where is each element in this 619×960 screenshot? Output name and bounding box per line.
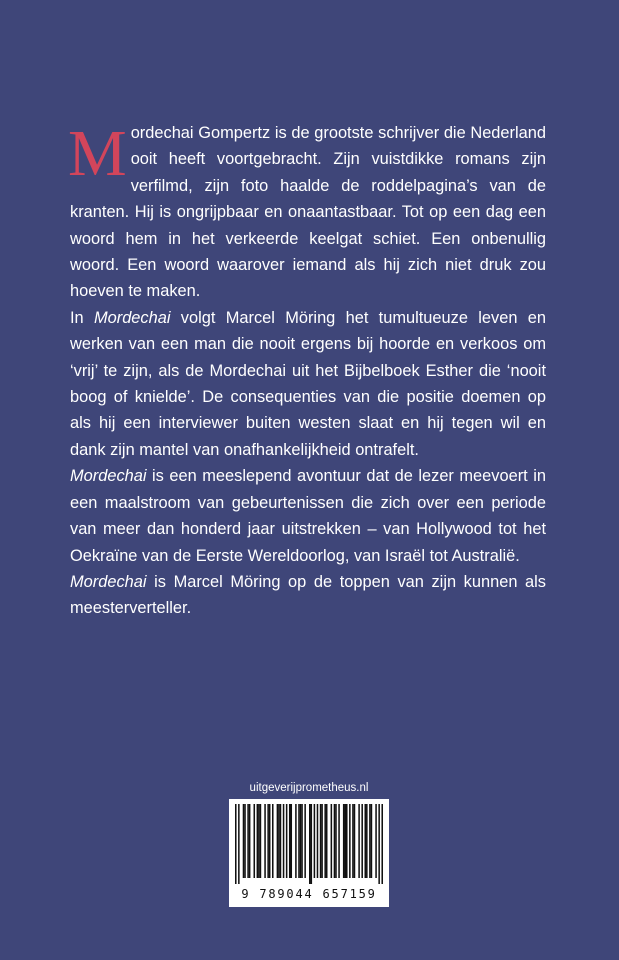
barcode-bar (375, 804, 377, 878)
barcode-bar (289, 804, 291, 878)
barcode-bar (343, 804, 345, 878)
barcode-bar (278, 804, 280, 878)
barcode-bar (321, 804, 323, 878)
barcode-bar (326, 804, 328, 878)
blurb-paragraph-1 (68, 117, 546, 305)
barcode-bar (247, 804, 249, 878)
barcode-bar (361, 804, 363, 878)
barcode-bar (257, 804, 259, 878)
barcode-bar (366, 804, 368, 878)
blurb-paragraph-2-text: volgt Marcel Möring het tumultueuze leven en werken van een man die nooit ergens bij hoorde en verkoos om ‘vrij’ te zijn, als de Mordechai uit het Bijbelboek Esther die ‘nooit boog of knielde’. De consequenties van die positie doemen op als hij een interviewer buiten westen slaat en hij tegen wil en dank zijn mantel van onafhankelijkheid ontrafelt. (70, 308, 546, 459)
barcode-bar (291, 804, 293, 878)
barcode-bar (354, 804, 356, 878)
barcode-bar (358, 804, 360, 878)
barcode-bar (335, 804, 337, 878)
barcode-bar (258, 804, 260, 878)
barcode-bar (280, 804, 282, 878)
barcode-bar (320, 804, 322, 878)
barcode-bar (295, 804, 297, 878)
barcode-bar (346, 804, 348, 878)
blurb-paragraph-4-text: is Marcel Möring op de toppen van zijn kunnen als meesterverteller. (70, 572, 546, 618)
barcode-bar (349, 804, 351, 878)
barcode-bar (304, 804, 306, 878)
publisher-url: uitgeverijprometheus.nl (249, 782, 369, 794)
barcode-bar (311, 804, 313, 884)
isbn-number: 9 789044 657159 (241, 887, 377, 901)
barcode-bar (269, 804, 271, 878)
barcode-bar (260, 804, 262, 878)
barcode-bar (254, 804, 256, 878)
barcode-bar (244, 804, 246, 878)
barcode-bar (317, 804, 319, 878)
book-title-italic: Mordechai (70, 572, 147, 591)
book-title-italic: Mordechai (93, 308, 171, 327)
blurb-paragraph-2-intro: In (70, 308, 94, 327)
book-title-italic: Mordechai (70, 467, 147, 486)
barcode-bar (314, 804, 316, 878)
barcode-bar (371, 804, 373, 878)
barcode-bar (238, 804, 240, 884)
barcode-bar (331, 804, 333, 878)
barcode-bar (286, 804, 288, 878)
barcode-bar (352, 804, 354, 878)
barcode-bar (267, 804, 269, 878)
barcode-bar (235, 804, 237, 884)
barcode-bar (365, 804, 367, 878)
blurb-paragraph-1-text: ordechai Gompertz is de grootste schrijver die Nederland ooit heeft voortgebracht. Zijn vuistdikke romans zijn verfilmd, zijn foto haalde de roddelpagina’s van de kranten. Hij is ongrijpbaar en onaantastbaar. Tot op een dag een woord hem in het verkeerde keelgat schiet. Een onbenullig woord. Een woord waarover iemand als hij zich niet druk zou hoeven te maken. (70, 124, 546, 301)
barcode-bar (249, 804, 251, 878)
isbn-barcode (229, 799, 389, 907)
barcode-bar (309, 804, 311, 884)
barcode-bars (235, 804, 383, 884)
back-cover-blurb (68, 117, 546, 622)
barcode-bar (301, 804, 303, 878)
blurb-paragraph-4 (70, 569, 546, 622)
barcode-bar (300, 804, 302, 878)
blurb-paragraph-3 (70, 463, 546, 569)
barcode-bar (338, 804, 340, 878)
barcode-bar (283, 804, 285, 878)
barcode-bar (381, 804, 383, 884)
barcode-bar (369, 804, 371, 878)
barcode-bar (344, 804, 346, 878)
blurb-paragraph-2 (70, 305, 546, 463)
barcode-bar (264, 804, 266, 878)
barcode-bar (243, 804, 245, 878)
drop-cap: M (68, 117, 127, 190)
barcode-bar (334, 804, 336, 878)
barcode-bar (277, 804, 279, 878)
barcode-bar (378, 804, 380, 884)
barcode-bar (272, 804, 274, 878)
blurb-paragraph-3-text: is een meeslepend avontuur dat de lezer meevoert in een maalstroom van gebeurtenissen die zich over een periode van meer dan honderd jaar uitstrekken – van Hollywood tot het Oekraïne van de Eerste Wereldoorlog, van Israël tot Australië. (70, 467, 546, 565)
barcode-bar (298, 804, 300, 878)
barcode-bar (324, 804, 326, 878)
